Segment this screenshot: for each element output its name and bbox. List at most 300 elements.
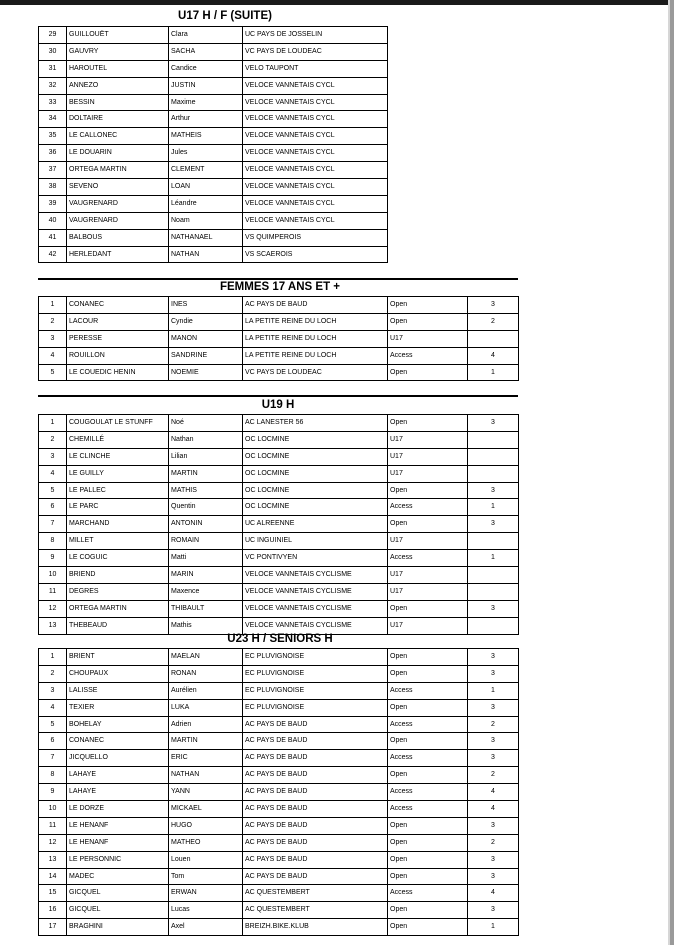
vertical-scrollbar[interactable] <box>670 0 674 945</box>
rider-number: 42 <box>39 246 67 263</box>
table-row <box>39 179 388 196</box>
rider-number: 16 <box>39 902 67 919</box>
rider-firstname: ERWAN <box>169 885 243 902</box>
rider-points <box>468 448 519 465</box>
rider-club: VELOCE VANNETAIS CYCL <box>243 179 388 196</box>
rider-club: EC PLUVIGNOISE <box>243 665 388 682</box>
rider-points <box>468 465 519 482</box>
rider-lastname: ROUILLON <box>67 347 169 364</box>
table-row <box>39 600 519 617</box>
rider-points: 4 <box>468 801 519 818</box>
rider-club: OC LOCMINE <box>243 482 388 499</box>
rider-number: 3 <box>39 330 67 347</box>
rider-number: 34 <box>39 111 67 128</box>
table-row <box>39 665 519 682</box>
rider-firstname: RONAN <box>169 665 243 682</box>
table-row <box>39 347 519 364</box>
rider-points: 4 <box>468 885 519 902</box>
rider-club: OC LOCMINE <box>243 499 388 516</box>
rider-points: 2 <box>468 834 519 851</box>
rider-category: Access <box>388 499 468 516</box>
rider-number: 9 <box>39 784 67 801</box>
rider-lastname: LE PALLEC <box>67 482 169 499</box>
rider-lastname: GAUVRY <box>67 43 169 60</box>
rider-club: AC PAYS DE BAUD <box>243 716 388 733</box>
rider-firstname: MARIN <box>169 567 243 584</box>
rider-firstname: MATHEO <box>169 834 243 851</box>
rider-firstname: Louen <box>169 851 243 868</box>
rider-club: VELOCE VANNETAIS CYCLISME <box>243 567 388 584</box>
rider-firstname: HUGO <box>169 817 243 834</box>
rider-category: Open <box>388 767 468 784</box>
table-row <box>39 919 519 936</box>
rider-number: 12 <box>39 600 67 617</box>
rider-points: 3 <box>468 649 519 666</box>
rider-club: VELOCE VANNETAIS CYCL <box>243 195 388 212</box>
rider-club: EC PLUVIGNOISE <box>243 699 388 716</box>
table-row <box>39 111 388 128</box>
rider-category: Open <box>388 482 468 499</box>
rider-lastname: HERLEDANT <box>67 246 169 263</box>
rider-club: OC LOCMINE <box>243 431 388 448</box>
table-row <box>39 868 519 885</box>
rider-number: 13 <box>39 617 67 634</box>
rider-lastname: MADEC <box>67 868 169 885</box>
table-row <box>39 567 519 584</box>
rider-club: AC PAYS DE BAUD <box>243 851 388 868</box>
rider-firstname: NATHAN <box>169 246 243 263</box>
rider-lastname: LE COUEDIC HENIN <box>67 364 169 381</box>
rider-lastname: BALBOUS <box>67 229 169 246</box>
rider-firstname: Léandre <box>169 195 243 212</box>
rider-number: 7 <box>39 516 67 533</box>
rider-club: VS QUIMPEROIS <box>243 229 388 246</box>
rider-club: AC PAYS DE BAUD <box>243 297 388 314</box>
rider-firstname: MARTIN <box>169 465 243 482</box>
rider-points: 3 <box>468 868 519 885</box>
rider-number: 15 <box>39 885 67 902</box>
rider-number: 1 <box>39 649 67 666</box>
rider-firstname: Nathan <box>169 431 243 448</box>
rider-firstname: MICKAEL <box>169 801 243 818</box>
rider-points <box>468 583 519 600</box>
rider-lastname: MARCHAND <box>67 516 169 533</box>
rider-points: 3 <box>468 516 519 533</box>
rider-firstname: Jules <box>169 145 243 162</box>
rider-firstname: Lilian <box>169 448 243 465</box>
rider-number: 11 <box>39 583 67 600</box>
rider-points <box>468 431 519 448</box>
rider-points: 3 <box>468 482 519 499</box>
rider-category: Access <box>388 682 468 699</box>
rider-number: 3 <box>39 448 67 465</box>
rider-points: 4 <box>468 347 519 364</box>
rider-number: 32 <box>39 77 67 94</box>
rider-category: U17 <box>388 533 468 550</box>
rider-number: 12 <box>39 834 67 851</box>
table-row <box>39 516 519 533</box>
rider-category: Open <box>388 919 468 936</box>
rider-points: 1 <box>468 499 519 516</box>
table-row <box>39 499 519 516</box>
rider-club: AC PAYS DE BAUD <box>243 767 388 784</box>
rider-firstname: MATHEIS <box>169 128 243 145</box>
rider-firstname: LUKA <box>169 699 243 716</box>
rider-category: Access <box>388 885 468 902</box>
rider-category: Access <box>388 784 468 801</box>
rider-points: 1 <box>468 919 519 936</box>
rider-firstname: Cyndie <box>169 313 243 330</box>
rider-number: 11 <box>39 817 67 834</box>
rider-club: VELOCE VANNETAIS CYCLISME <box>243 583 388 600</box>
rider-lastname: CHEMILLÉ <box>67 431 169 448</box>
rider-category: Open <box>388 834 468 851</box>
rider-club: EC PLUVIGNOISE <box>243 649 388 666</box>
top-border <box>0 0 674 5</box>
rider-club: VS SCAEROIS <box>243 246 388 263</box>
rider-number: 6 <box>39 499 67 516</box>
rider-club: LA PETITE REINE DU LOCH <box>243 347 388 364</box>
rider-club: VELOCE VANNETAIS CYCL <box>243 145 388 162</box>
rider-club: VELOCE VANNETAIS CYCL <box>243 212 388 229</box>
rider-club: AC PAYS DE BAUD <box>243 868 388 885</box>
rider-number: 9 <box>39 550 67 567</box>
table-row <box>39 682 519 699</box>
rider-lastname: ORTEGA MARTIN <box>67 162 169 179</box>
rider-lastname: VAUGRENARD <box>67 195 169 212</box>
table-row <box>39 533 519 550</box>
rider-lastname: GICQUEL <box>67 885 169 902</box>
rider-club: AC PAYS DE BAUD <box>243 801 388 818</box>
rider-lastname: DEGRES <box>67 583 169 600</box>
rider-firstname: THIBAULT <box>169 600 243 617</box>
section-divider <box>38 278 518 280</box>
rider-points <box>468 617 519 634</box>
rider-number: 10 <box>39 567 67 584</box>
rider-club: AC QUESTEMBERT <box>243 885 388 902</box>
table-row <box>39 750 519 767</box>
rider-club: VELOCE VANNETAIS CYCL <box>243 128 388 145</box>
rider-points: 3 <box>468 415 519 432</box>
rider-firstname: INES <box>169 297 243 314</box>
rider-points: 2 <box>468 716 519 733</box>
rider-firstname: Arthur <box>169 111 243 128</box>
rider-number: 35 <box>39 128 67 145</box>
rider-firstname: Adrien <box>169 716 243 733</box>
table-row <box>39 465 519 482</box>
rider-lastname: BRAGHINI <box>67 919 169 936</box>
table-row <box>39 834 519 851</box>
section-divider <box>38 395 518 397</box>
rider-category: Open <box>388 415 468 432</box>
rider-firstname: Axel <box>169 919 243 936</box>
rider-points <box>468 533 519 550</box>
table-row <box>39 617 519 634</box>
rider-lastname: GICQUEL <box>67 902 169 919</box>
table-u19 <box>38 414 519 635</box>
table-row <box>39 902 519 919</box>
rider-number: 33 <box>39 94 67 111</box>
table-row <box>39 550 519 567</box>
rider-number: 4 <box>39 347 67 364</box>
rider-category: Open <box>388 665 468 682</box>
table-row <box>39 94 388 111</box>
rider-number: 4 <box>39 465 67 482</box>
rider-club: VC PAYS DE LOUDEAC <box>243 364 388 381</box>
rider-number: 39 <box>39 195 67 212</box>
rider-points: 3 <box>468 600 519 617</box>
rider-category: U17 <box>388 567 468 584</box>
rider-category: U17 <box>388 330 468 347</box>
rider-points: 3 <box>468 902 519 919</box>
table-row <box>39 43 388 60</box>
table-row <box>39 77 388 94</box>
table-row <box>39 229 388 246</box>
rider-points: 3 <box>468 750 519 767</box>
rider-firstname: Maxence <box>169 583 243 600</box>
rider-category: U17 <box>388 431 468 448</box>
rider-lastname: LE DOUARIN <box>67 145 169 162</box>
rider-lastname: CHOUPAUX <box>67 665 169 682</box>
rider-lastname: VAUGRENARD <box>67 212 169 229</box>
rider-club: VC PAYS DE LOUDEAC <box>243 43 388 60</box>
rider-number: 2 <box>39 665 67 682</box>
rider-lastname: LE HENANF <box>67 834 169 851</box>
rider-lastname: LE CALLONEC <box>67 128 169 145</box>
table-row <box>39 716 519 733</box>
rider-number: 31 <box>39 60 67 77</box>
rider-category: Access <box>388 550 468 567</box>
rider-club: EC PLUVIGNOISE <box>243 682 388 699</box>
rider-firstname: LOAN <box>169 179 243 196</box>
rider-category: U17 <box>388 617 468 634</box>
table-row <box>39 212 388 229</box>
rider-points: 2 <box>468 767 519 784</box>
rider-club: AC PAYS DE BAUD <box>243 750 388 767</box>
rider-number: 37 <box>39 162 67 179</box>
rider-number: 36 <box>39 145 67 162</box>
rider-category: Open <box>388 851 468 868</box>
rider-firstname: Quentin <box>169 499 243 516</box>
rider-number: 14 <box>39 868 67 885</box>
rider-number: 41 <box>39 229 67 246</box>
rider-category: Access <box>388 347 468 364</box>
rider-number: 4 <box>39 699 67 716</box>
rider-points: 1 <box>468 682 519 699</box>
table-row <box>39 482 519 499</box>
rider-lastname: LAHAYE <box>67 784 169 801</box>
rider-lastname: LE GUILLY <box>67 465 169 482</box>
table-row <box>39 431 519 448</box>
rider-club: AC LANESTER 56 <box>243 415 388 432</box>
rider-lastname: ORTEGA MARTIN <box>67 600 169 617</box>
rider-lastname: PERESSE <box>67 330 169 347</box>
rider-lastname: DOLTAIRE <box>67 111 169 128</box>
rider-category: Access <box>388 750 468 767</box>
rider-firstname: NATHAN <box>169 767 243 784</box>
rider-firstname: YANN <box>169 784 243 801</box>
rider-club: UC PAYS DE JOSSELIN <box>243 27 388 44</box>
table-row <box>39 885 519 902</box>
rider-lastname: BRIENT <box>67 649 169 666</box>
rider-club: AC PAYS DE BAUD <box>243 834 388 851</box>
rider-lastname: THEBEAUD <box>67 617 169 634</box>
table-row <box>39 195 388 212</box>
rider-lastname: LALISSE <box>67 682 169 699</box>
rider-points: 3 <box>468 817 519 834</box>
rider-number: 10 <box>39 801 67 818</box>
section-title-femmes: FEMMES 17 ANS ET + <box>219 281 341 293</box>
rider-points <box>468 567 519 584</box>
table-row <box>39 415 519 432</box>
rider-lastname: LACOUR <box>67 313 169 330</box>
rider-firstname: MATHIS <box>169 482 243 499</box>
rider-points: 3 <box>468 733 519 750</box>
rider-firstname: ANTONIN <box>169 516 243 533</box>
rider-lastname: LE PARC <box>67 499 169 516</box>
rider-category: Open <box>388 364 468 381</box>
table-row <box>39 767 519 784</box>
rider-points: 3 <box>468 851 519 868</box>
rider-number: 5 <box>39 482 67 499</box>
table-row <box>39 733 519 750</box>
rider-firstname: Clara <box>169 27 243 44</box>
table-row <box>39 364 519 381</box>
rider-points: 3 <box>468 699 519 716</box>
rider-category: Open <box>388 733 468 750</box>
rider-category: U17 <box>388 465 468 482</box>
rider-lastname: CONANEC <box>67 297 169 314</box>
rider-lastname: BESSIN <box>67 94 169 111</box>
rider-club: VELOCE VANNETAIS CYCLISME <box>243 617 388 634</box>
rider-lastname: CONANEC <box>67 733 169 750</box>
rider-number: 5 <box>39 716 67 733</box>
rider-number: 7 <box>39 750 67 767</box>
rider-firstname: MARTIN <box>169 733 243 750</box>
rider-category: Open <box>388 600 468 617</box>
rider-club: AC PAYS DE BAUD <box>243 817 388 834</box>
rider-number: 3 <box>39 682 67 699</box>
rider-category: Access <box>388 716 468 733</box>
rider-firstname: Candice <box>169 60 243 77</box>
rider-number: 38 <box>39 179 67 196</box>
rider-points <box>468 330 519 347</box>
section-title-u17: U17 H / F (SUITE) <box>178 10 272 22</box>
rider-firstname: CLEMENT <box>169 162 243 179</box>
rider-club: LA PETITE REINE DU LOCH <box>243 330 388 347</box>
rider-firstname: NOEMIE <box>169 364 243 381</box>
rider-category: Open <box>388 817 468 834</box>
rider-lastname: BOHELAY <box>67 716 169 733</box>
rider-number: 1 <box>39 415 67 432</box>
rider-points: 3 <box>468 297 519 314</box>
rider-firstname: Tom <box>169 868 243 885</box>
rider-club: LA PETITE REINE DU LOCH <box>243 313 388 330</box>
table-row <box>39 851 519 868</box>
rider-firstname: Maxime <box>169 94 243 111</box>
rider-club: OC LOCMINE <box>243 465 388 482</box>
rider-number: 5 <box>39 364 67 381</box>
rider-firstname: ROMAIN <box>169 533 243 550</box>
rider-points: 1 <box>468 550 519 567</box>
section-title-u23: U23 H / SENIORS H <box>227 633 333 645</box>
rider-number: 8 <box>39 533 67 550</box>
rider-number: 40 <box>39 212 67 229</box>
rider-category: Open <box>388 516 468 533</box>
rider-firstname: Lucas <box>169 902 243 919</box>
rider-club: VELOCE VANNETAIS CYCL <box>243 77 388 94</box>
rider-category: Access <box>388 801 468 818</box>
rider-lastname: ANNEZO <box>67 77 169 94</box>
rider-lastname: JICQUELLO <box>67 750 169 767</box>
rider-lastname: LE PERSONNIC <box>67 851 169 868</box>
rider-club: VELOCE VANNETAIS CYCL <box>243 162 388 179</box>
rider-firstname: MANON <box>169 330 243 347</box>
table-row <box>39 784 519 801</box>
table-row <box>39 649 519 666</box>
table-row <box>39 817 519 834</box>
rider-lastname: TEXIER <box>67 699 169 716</box>
rider-club: UC ALREENNE <box>243 516 388 533</box>
rider-category: U17 <box>388 448 468 465</box>
rider-club: UC INGUINIEL <box>243 533 388 550</box>
rider-lastname: LE DORZE <box>67 801 169 818</box>
rider-club: VELO TAUPONT <box>243 60 388 77</box>
rider-lastname: LE COGUIC <box>67 550 169 567</box>
rider-club: AC PAYS DE BAUD <box>243 784 388 801</box>
rider-points: 4 <box>468 784 519 801</box>
rider-lastname: BRIEND <box>67 567 169 584</box>
rider-lastname: LE CLINCHE <box>67 448 169 465</box>
rider-firstname: SACHA <box>169 43 243 60</box>
table-row <box>39 27 388 44</box>
rider-number: 8 <box>39 767 67 784</box>
rider-lastname: GUILLOUËT <box>67 27 169 44</box>
table-row <box>39 145 388 162</box>
rider-club: VELOCE VANNETAIS CYCL <box>243 111 388 128</box>
table-row <box>39 699 519 716</box>
table-row <box>39 162 388 179</box>
rider-category: Open <box>388 297 468 314</box>
table-row <box>39 801 519 818</box>
rider-firstname: NATHANAEL <box>169 229 243 246</box>
table-row <box>39 313 519 330</box>
rider-number: 13 <box>39 851 67 868</box>
rider-lastname: LAHAYE <box>67 767 169 784</box>
rider-lastname: SEVENO <box>67 179 169 196</box>
table-row <box>39 583 519 600</box>
rider-lastname: MILLET <box>67 533 169 550</box>
rider-firstname: JUSTIN <box>169 77 243 94</box>
rider-points: 1 <box>468 364 519 381</box>
rider-number: 2 <box>39 313 67 330</box>
rider-firstname: Matti <box>169 550 243 567</box>
table-row <box>39 246 388 263</box>
table-femmes <box>38 296 519 381</box>
table-row <box>39 330 519 347</box>
rider-firstname: ERIC <box>169 750 243 767</box>
rider-number: 2 <box>39 431 67 448</box>
rider-firstname: Noé <box>169 415 243 432</box>
table-u23 <box>38 648 519 936</box>
rider-club: VELOCE VANNETAIS CYCLISME <box>243 600 388 617</box>
rider-firstname: SANDRINE <box>169 347 243 364</box>
rider-category: Open <box>388 902 468 919</box>
rider-category: Open <box>388 649 468 666</box>
rider-number: 30 <box>39 43 67 60</box>
rider-club: AC QUESTEMBERT <box>243 902 388 919</box>
rider-category: Open <box>388 699 468 716</box>
